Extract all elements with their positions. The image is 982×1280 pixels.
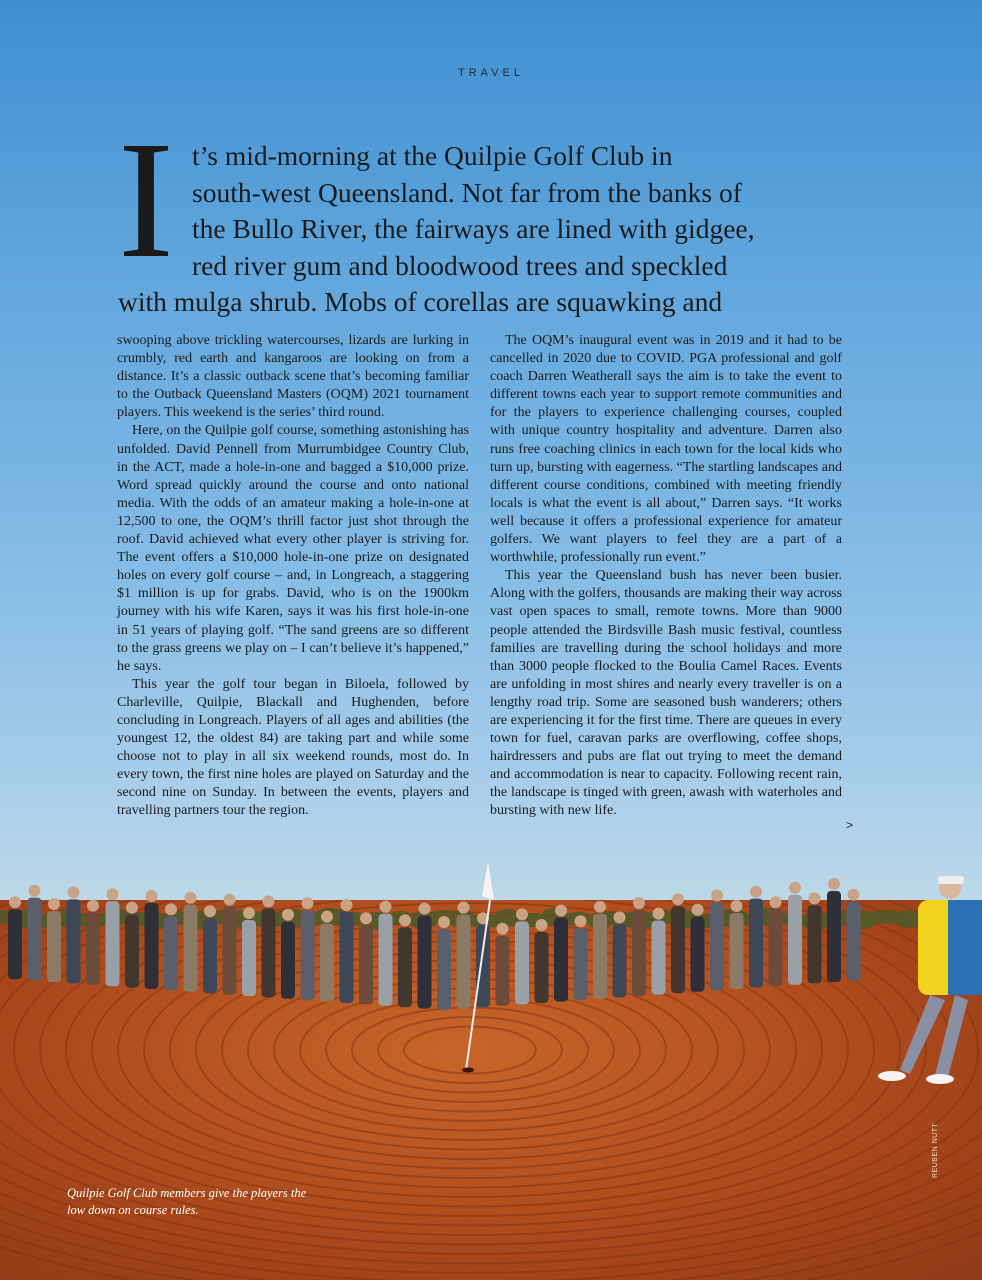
section-header: TRAVEL — [458, 67, 524, 79]
paragraph: The OQM’s inaugural event was in 2019 and it had to be cancelled in 2020 due to COVID. PGA professional and golf coach Darren Weatherall says the aim is to take the event to different towns each year to support remote communities and for the players to experience challenging courses, coupled with unique country hospitality and adventure. Darren also runs free coaching clinics in each town for the local kids who turn up, bursting with eagerness. “The startling landscapes and different course conditions, combined with meeting friendly locals is what the event is all about,” Darren says. “It works well because it offers a professional experience for amateur golfers. We want players to feel they are a part of a worthwhile, professionally run event.” — [490, 333, 842, 566]
photo-caption: Quilpie Golf Club members give the players the low down on course rules. — [67, 1186, 307, 1217]
body-column-left — [117, 332, 469, 821]
lead-line: south-west Queensland. Not far from the banks of — [192, 176, 742, 208]
continue-arrow-icon: > — [846, 818, 854, 832]
golf-hole — [462, 1068, 474, 1073]
flag-icon — [482, 862, 494, 900]
drop-cap: I — [118, 107, 174, 293]
lead-line: with mulga shrub. Mobs of corellas are squawking and — [118, 286, 723, 317]
paragraph: This year the Queensland bush has never been busier. Along with the golfers, thousands are making their way across vast open spaces to small, remote towns. More than 9000 people attended the Birdsville Bash music festival, countless families are travelling during the school holidays and more than 3000 people flocked to the Boulia Camel Races. Events are unfolding in most shires and nearly every traveller is on a lengthy road trip. Some are seasoned bush wanderers; others are experiencing it for the first time. There are queues in every town for fuel, caravan parks are overflowing, coffee shops, hairdressers and pubs are flat out trying to meet the demand and accommodation is near to capacity. Following recent rain, the landscape is tinged with green, awash with waterholes and bursting with new life. — [490, 568, 842, 819]
lead-line: red river gum and bloodwood trees and speckled — [192, 249, 728, 281]
photo-credit: REUBEN NUTT — [932, 1122, 939, 1178]
lead-line: t’s mid-morning at the Quilpie Golf Club in — [192, 140, 673, 171]
golfer-foreground — [878, 876, 982, 1084]
paragraph: swooping above trickling watercourses, lizards are lurking in crumbly, red earth and kangaroos are looking on from a distance. It’s a classic outback scene that’s becoming familiar to the Outback Queensland Masters (OQM) 2021 tournament players. This weekend is the series’ third round. — [117, 333, 469, 421]
lead-line: the Bullo River, the fairways are lined with gidgee, — [192, 213, 755, 244]
paragraph: This year the golf tour began in Biloela, followed by Charleville, Quilpie, Blackall and Hughenden, before concluding in Longreach. Players of all ages and abilities (the youngest 12, the oldest 84) are taking part and while some choose not to play in all six weekend rounds, most do. In every town, the first nine holes are played on Saturday and the second nine on Sunday. In between the events, players and travelling partners tour the region. — [117, 676, 469, 819]
body-column-right — [490, 332, 842, 821]
paragraph: Here, on the Quilpie golf course, something astonishing has unfolded. David Pennell from Murrumbidgee Country Club, in the ACT, made a hole-in-one and bagged a $10,000 prize. Word spread quickly around the course and onto national media. With the odds of an amateur making a hole-in-one at 12,500 to one, the OQM’s thrill factor just shot through the roof. David achieved what every other player is striving for. The event offers a $10,000 hole-in-one prize on designated holes on every golf course – and, in Longreach, a staggering $1 million is up for grabs. David, who is on the 1900km journey with his wife Karen, says it was his first hole-in-one in 51 years of playing golf. “The sand greens are so different to the grass greens we play on – I can’t believe it’s happened,” he says. — [117, 423, 469, 674]
